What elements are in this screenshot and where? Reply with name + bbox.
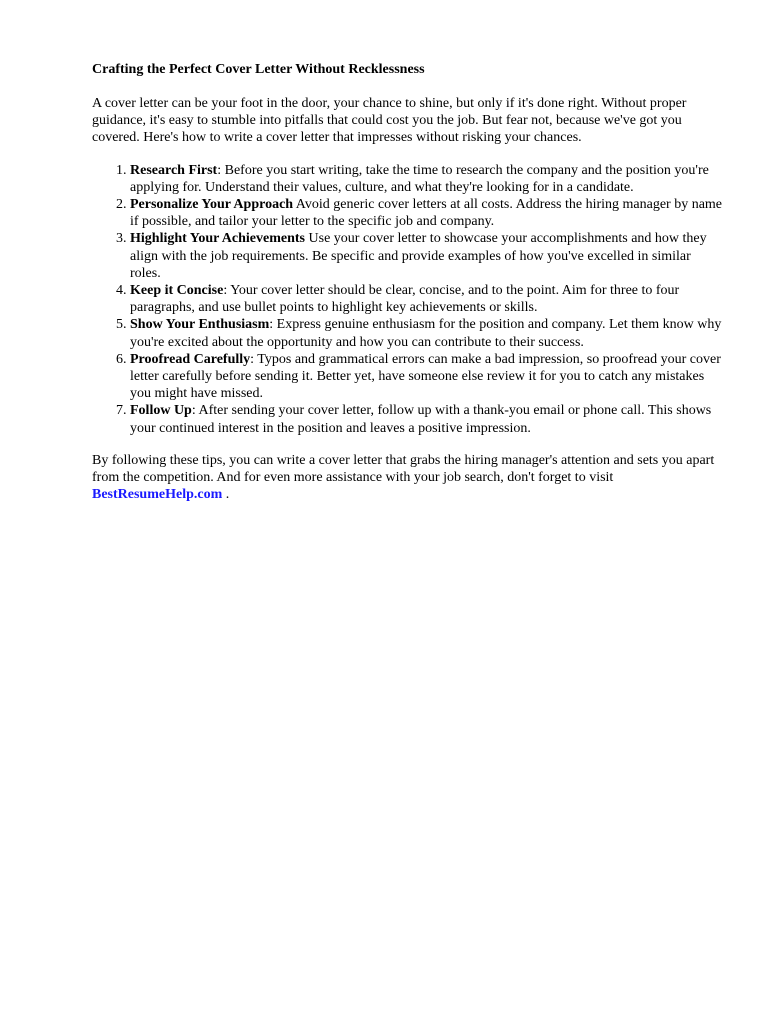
tip-text: After sending your cover letter, follow up with a thank-you email or phone call. This shows your continued interest in the position and leaves a positive impression. [130, 403, 712, 436]
list-item [130, 162, 724, 196]
tip-separator: : [191, 403, 196, 419]
document-page [92, 61, 724, 503]
tip-separator: : [217, 162, 222, 178]
tip-text: Avoid generic cover letters at all costs. Address the hiring manager by name if possible, and tailor your letter to the specific job and company. [130, 197, 723, 230]
closing-paragraph [92, 452, 724, 504]
tip-name: Research First [130, 162, 218, 178]
list-item [130, 402, 724, 436]
list-item [130, 351, 724, 403]
tips-list [92, 162, 724, 437]
closing-text: By following these tips, you can write a cover letter that grabs the hiring manager's attention and sets you apart from the competition. And for even more assistance with your job search, don't forget to visit [92, 452, 715, 486]
tip-text: Your cover letter should be clear, concise, and to the point. Aim for three to four paragraphs, and use bullet points to highlight key achievements or skills. [130, 283, 680, 316]
tip-name: Keep it Concise [130, 283, 224, 299]
tip-separator: : [269, 317, 274, 333]
tip-text: Before you start writing, take the time to research the company and the position you're applying for. Understand their values, culture, and what they're looking for in a candidate. [130, 162, 709, 195]
list-item [130, 196, 724, 230]
document-title: Crafting the Perfect Cover Letter Without Recklessness [92, 62, 425, 77]
list-item [130, 282, 724, 316]
closing-end: . [222, 487, 230, 503]
tip-name: Show Your Enthusiasm [130, 317, 270, 333]
tip-separator: : [223, 283, 228, 299]
best-resume-help-link[interactable]: BestResumeHelp.com [92, 487, 223, 503]
tip-name: Personalize Your Approach [130, 197, 294, 213]
tip-text: Use your cover letter to showcase your accomplishments and how they align with the job requirements. Be specific and provide examples of how you've excelled in similar roles. [130, 231, 707, 281]
tip-name: Highlight Your Achievements [130, 231, 306, 247]
tip-text: Typos and grammatical errors can make a bad impression, so proofread your cover letter carefully before sending it. Better yet, have someone else review it for you to catch any mistakes you might have missed. [130, 351, 721, 402]
tip-separator: : [250, 351, 255, 367]
list-item [130, 316, 724, 350]
tip-text: Express genuine enthusiasm for the position and company. Let them know why you're excited about the opportunity and how you can contribute to their success. [130, 317, 722, 350]
tip-name: Proofread Carefully [130, 351, 251, 367]
list-item [130, 230, 724, 282]
tip-name: Follow Up [130, 403, 192, 419]
intro-paragraph: A cover letter can be your foot in the door, your chance to shine, but only if it's done right. Without proper guidance, it's easy to stumble into pitfalls that could cost you the job. But fear not, because we've got you covered. Here's how to write a cover letter that impresses without risking your chances. [92, 96, 687, 146]
